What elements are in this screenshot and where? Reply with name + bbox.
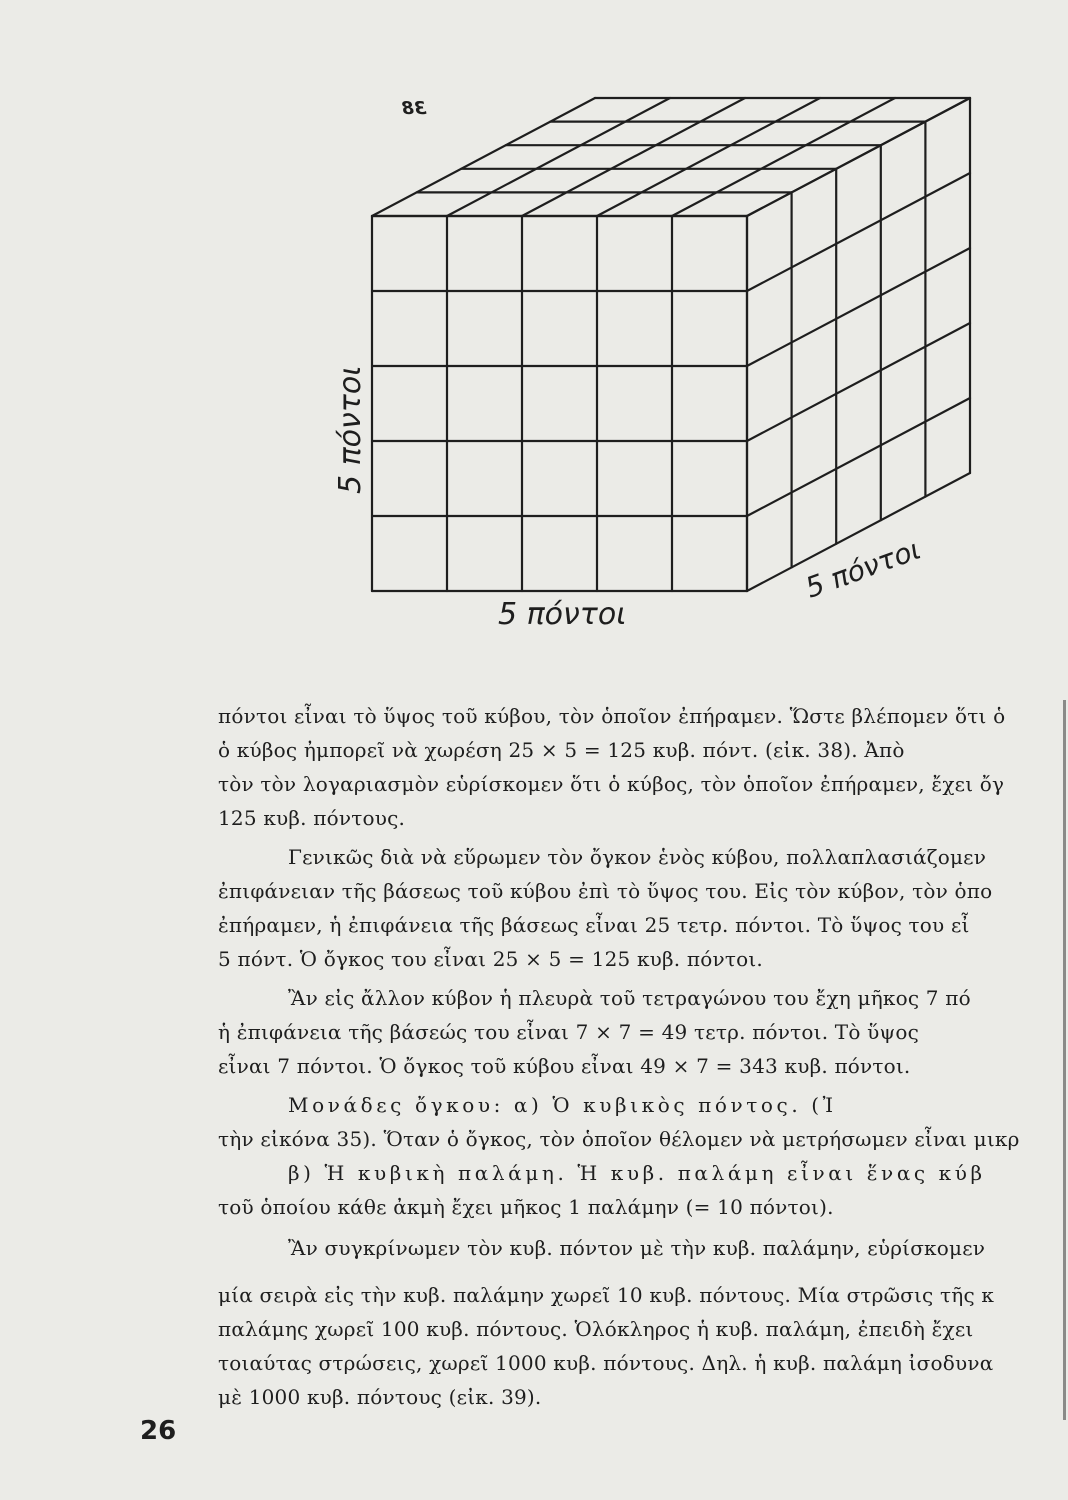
label-side-depth: 5 πόντοι [801,532,925,605]
text-line-20: μὲ 1000 κυβ. πόντους (εἰκ. 39). [218,1385,542,1409]
top-grid-line [522,98,745,216]
text-line-3: τὸν τὸν λογαριασμὸν εὑρίσκομεν ὅτι ὁ κύβος, τὸν ὁποῖον ἐπήραμεν, ἔχει ὄγ [218,772,1005,796]
text-line-6: ἐπιφάνειαν τῆς βάσεως τοῦ κύβου ἐπὶ τὸ ὕψος του. Εἰς τὸν κύβον, τὸν ὁπο [218,879,993,903]
text-line-10: ἡ ἐπιφάνεια τῆς βάσεώς του εἶναι 7 × 7 = 49 τετρ. πόντοι. Τὸ ὕψος [218,1020,920,1044]
top-grid-line [597,98,820,216]
text-line-1: πόντοι εἶναι τὸ ὕψος τοῦ κύβου, τὸν ὁποῖον ἐπήραμεν. Ὥστε βλέπομεν ὅτι ὁ [218,704,1006,728]
side-grid-line [747,398,970,516]
cube-figure-38 [320,78,1000,638]
label-front-width: 5 πόντοι [498,597,627,632]
side-grid-line [747,248,970,366]
top-grid-line [672,98,895,216]
text-line-17: μία σειρὰ εἰς τὴν κυβ. παλάμην χωρεῖ 10 κυβ. πόντους. Μία στρῶσις τῆς κ [218,1283,995,1307]
text-line-8: 5 πόντ. Ὁ ὄγκος του εἶναι 25 × 5 = 125 κυβ. πόντοι. [218,947,763,971]
text-line-15: τοῦ ὁποίου κάθε ἀκμὴ ἔχει μῆκος 1 παλάμην (= 10 πόντοι). [218,1195,834,1219]
subheading-cubic-palm: β) Ἡ κυβικὴ παλάμη. Ἡ κυβ. παλάμη εἶναι ἕνας κύβ [288,1161,986,1185]
top-grid-line [747,98,970,216]
text-line-7: ἐπήραμεν, ἡ ἐπιφάνεια τῆς βάσεως εἶναι 25 τετρ. πόντοι. Τὸ ὕψος του εἶ [218,913,970,937]
text-line-5: Γενικῶς διὰ νὰ εὕρωμεν τὸν ὄγκον ἑνὸς κύβου, πολλαπλασιάζομεν [288,845,987,869]
cube-grid-illustration [320,78,1000,638]
text-line-19: τοιαύτας στρώσεις, χωρεῖ 1000 κυβ. πόντους. Δηλ. ἡ κυβ. παλάμη ἰσοδυνα [218,1351,994,1375]
text-line-13: τὴν εἰκόνα 35). Ὅταν ὁ ὄγκος, τὸν ὁποῖον θέλομεν νὰ μετρήσωμεν εἶναι μικρ [218,1127,1020,1151]
text-line-2: ὁ κύβος ἠμπορεῖ νὰ χωρέση 25 × 5 = 125 κυβ. πόντ. (εἰκ. 38). Ἀπὸ [218,738,905,762]
top-grid-line [447,98,670,216]
side-grid-line [747,173,970,291]
page-number: 26 [140,1416,177,1446]
text-line-18: παλάμης χωρεῖ 100 κυβ. πόντους. Ὁλόκληρος ἡ κυβ. παλάμη, ἐπειδὴ ἔχει [218,1317,974,1341]
label-front-height: 5 πόντοι [333,365,368,494]
text-line-11: εἶναι 7 πόντοι. Ὁ ὄγκος τοῦ κύβου εἶναι 49 × 7 = 343 κυβ. πόντοι. [218,1054,911,1078]
figure-number-mirrored: 38 [401,98,427,119]
section-heading-volume-units: Μονάδες ὄγκου: α) Ὁ κυβικὸς πόντος. (Ἰ [288,1093,837,1117]
text-line-4: 125 κυβ. πόντους. [218,806,406,830]
text-line-9: Ἂν εἰς ἄλλον κύβον ἡ πλευρὰ τοῦ τετραγώνου του ἔχη μῆκος 7 πό [288,986,971,1010]
page-edge-shadow [1063,700,1066,1420]
text-line-16: Ἂν συγκρίνωμεν τὸν κυβ. πόντον μὲ τὴν κυβ. παλάμην, εὑρίσκομεν [288,1236,986,1260]
side-grid-line [747,323,970,441]
